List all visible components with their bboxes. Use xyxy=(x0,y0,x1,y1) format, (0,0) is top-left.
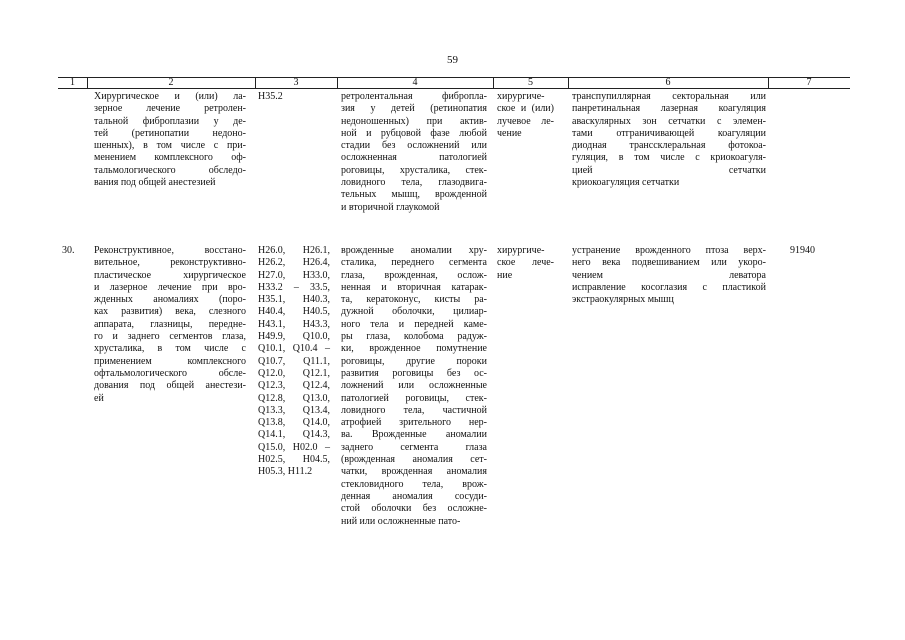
cell-line: денная аномалия сосуди- xyxy=(341,490,487,502)
cell-line: панретинальная лазерная коагуляция xyxy=(572,103,766,115)
cell-line: H33.2 – 33.5, xyxy=(258,281,330,293)
cell-line: вания под общей анестезией xyxy=(94,177,216,189)
cell-line: ры глаза, колобома радуж- xyxy=(341,331,487,343)
cell-line: тельных мышц, врожденной xyxy=(341,189,487,201)
cell-name xyxy=(94,91,246,189)
cell-codes xyxy=(258,245,330,479)
cell-line: исправление косоглазия с пластикой xyxy=(572,281,766,293)
column-number: 7 xyxy=(806,77,812,88)
cell-codes xyxy=(258,91,330,103)
cell-line: пластическое хирургическое xyxy=(94,269,246,281)
cell-line: тами отграничивающей коагуляции xyxy=(572,127,766,139)
cell-line: патологией роговицы, стек- xyxy=(341,392,487,404)
cell-line: недоношенных) при актив- xyxy=(341,115,487,127)
cell-line: менением комплексного оф- xyxy=(94,152,246,164)
cell-line: Q10.1, Q10.4 – xyxy=(258,343,330,355)
column-number: 1 xyxy=(70,77,75,88)
column-number: 5 xyxy=(528,77,533,88)
cell-line: H40.4, H40.5, xyxy=(258,306,330,318)
cell-line: сталика, переднего сегмента xyxy=(341,257,487,269)
page-number: 59 xyxy=(447,54,458,66)
cell-line: чением леватора xyxy=(572,269,766,281)
cell-line: тей (ретинопатии недоно- xyxy=(94,127,246,139)
cell-line: Q13.3, Q13.4, xyxy=(258,404,330,416)
cell-line: ки, врожденное помутнение xyxy=(341,343,487,355)
cell-line: H35.2 xyxy=(258,91,283,102)
cell-line: чатки, врожденная аномалия xyxy=(341,466,487,478)
cell-cost xyxy=(790,245,840,257)
cell-line: ловидного тела, глазодвига- xyxy=(341,177,487,189)
cell-line: шенных), в том числе с при- xyxy=(94,140,246,152)
cell-line: ненная и вторичная катарак- xyxy=(341,281,487,293)
cell-line: та, кератоконус, кисты ра- xyxy=(341,294,487,306)
cell-line: офтальмологического обсле- xyxy=(94,367,246,379)
cell-line: тальной фиброплазии у де- xyxy=(94,115,246,127)
cell-line: тальмологического обследо- xyxy=(94,164,246,176)
column-number: 3 xyxy=(293,77,299,88)
cell-line: устранение врожденного птоза верх- xyxy=(572,245,766,256)
table-header-rule xyxy=(58,88,850,89)
cell-line: врожденные аномалии хру- xyxy=(341,245,487,256)
cell-line: Q10.7, Q11.1, xyxy=(258,355,330,367)
cell-line: развития роговицы без ос- xyxy=(341,367,487,379)
cell-line: ложнений или осложненные xyxy=(341,380,487,392)
cell-line: H02.5, H04.5, xyxy=(258,454,330,466)
cell-line: ловидного тела, частичной xyxy=(341,404,487,416)
cell-type xyxy=(497,245,554,282)
cell-line: Реконструктивное, восстано- xyxy=(94,245,246,256)
cell-line: роговицы, хрусталика, стек- xyxy=(341,164,487,176)
cell-line: хрусталика, в том числе с xyxy=(94,343,246,355)
cell-line: ной и рубцовой фазе любой xyxy=(341,127,487,139)
cell-line: H43.1, H43.3, xyxy=(258,318,330,330)
cell-line: транспупиллярная секторальная или xyxy=(572,91,766,102)
cell-line: зия у детей (ретинопатия xyxy=(341,103,487,115)
column-number: 6 xyxy=(665,77,671,88)
cell-line: жденных аномалиях (поро- xyxy=(94,294,246,306)
cell-line: криокоагуляция сетчатки xyxy=(572,177,680,189)
cell-line: гуляция, в том числе с криокоагуля- xyxy=(572,152,766,164)
cell-line: хирургиче- xyxy=(497,245,545,256)
cell-method xyxy=(572,245,766,306)
cell-line: H27.0, H33.0, xyxy=(258,269,330,281)
cell-line: ское лече- xyxy=(497,257,554,269)
cell-line: Q13.8, Q14.0, xyxy=(258,417,330,429)
cell-line: (врожденная аномалия сет- xyxy=(341,454,487,466)
cell-line: Q12.8, Q13.0, xyxy=(258,392,330,404)
cell-line: цией сетчатки xyxy=(572,164,766,176)
cell-line: заднего сегмента глаза xyxy=(341,441,487,453)
cell-line: стадии без осложнений или xyxy=(341,140,487,152)
cell-line: и вторичной глаукомой xyxy=(341,201,440,213)
cell-line: ретролентальная фибропла- xyxy=(341,91,487,102)
cell-line: ва. Врожденные аномалии xyxy=(341,429,487,441)
cell-line: Q14.1, Q14.3, xyxy=(258,429,330,441)
cell-line: лучевое ле- xyxy=(497,115,554,127)
cell-line: осложненная патологией xyxy=(341,152,487,164)
cell-line: Q12.0, Q12.1, xyxy=(258,367,330,379)
cell-line: H35.1, H40.3, xyxy=(258,294,330,306)
cell-line: ей xyxy=(94,392,104,404)
cell-line: ское и (или) xyxy=(497,103,554,115)
cell-line: H05.3, H11.2 xyxy=(258,466,313,478)
cell-line: него века подвешиванием или укоро- xyxy=(572,257,766,269)
cell-line: зерное лечение ретролен- xyxy=(94,103,246,115)
cell-line: Q12.3, Q12.4, xyxy=(258,380,330,392)
cell-line: H49.9, Q10.0, xyxy=(258,331,330,343)
cell-line: дования под общей анестези- xyxy=(94,380,246,392)
cell-line: дужной оболочки, цилиар- xyxy=(341,306,487,318)
cell-line: диодная транссклеральная фотокоа- xyxy=(572,140,766,152)
cell-line: ний или осложненные пато- xyxy=(341,515,461,527)
cell-name xyxy=(94,245,246,405)
cell-line: атрофией зрительного нер- xyxy=(341,417,487,429)
cell-number xyxy=(62,245,84,257)
cell-line: 30. xyxy=(62,245,75,256)
cell-model xyxy=(341,91,487,214)
cell-line: и лазерное лечение при вро- xyxy=(94,281,246,293)
cell-type xyxy=(497,91,554,140)
cell-model xyxy=(341,245,487,528)
column-number: 2 xyxy=(168,77,174,88)
cell-line: глаза, врожденная, ослож- xyxy=(341,269,487,281)
cell-line: аваскулярных зон сетчатки с элемен- xyxy=(572,115,766,127)
cell-line: го и заднего сегментов глаза, xyxy=(94,331,246,343)
cell-line: ках развития) века, слезного xyxy=(94,306,246,318)
cell-line: стекловидного тела, врож- xyxy=(341,478,487,490)
cell-line: роговицы, другие пороки xyxy=(341,355,487,367)
cell-line: H26.0, H26.1, xyxy=(258,245,330,256)
cell-line: ние xyxy=(497,269,513,281)
cell-line: применением комплексного xyxy=(94,355,246,367)
cell-line: Q15.0, H02.0 – xyxy=(258,441,330,453)
cell-line: аппарата, глазницы, передне- xyxy=(94,318,246,330)
cell-line: Хирургическое и (или) ла- xyxy=(94,91,246,102)
cell-line: H26.2, H26.4, xyxy=(258,257,330,269)
cell-line: стой оболочки без осложне- xyxy=(341,503,487,515)
cell-line: вительное, реконструктивно- xyxy=(94,257,246,269)
cell-line: чение xyxy=(497,127,522,139)
cell-line: экстраокулярных мышц xyxy=(572,294,674,306)
cell-line: 91940 xyxy=(790,245,815,256)
column-number: 4 xyxy=(412,77,418,88)
cell-line: хирургиче- xyxy=(497,91,545,102)
cell-method xyxy=(572,91,766,189)
cell-line: ного тела и передней каме- xyxy=(341,318,487,330)
